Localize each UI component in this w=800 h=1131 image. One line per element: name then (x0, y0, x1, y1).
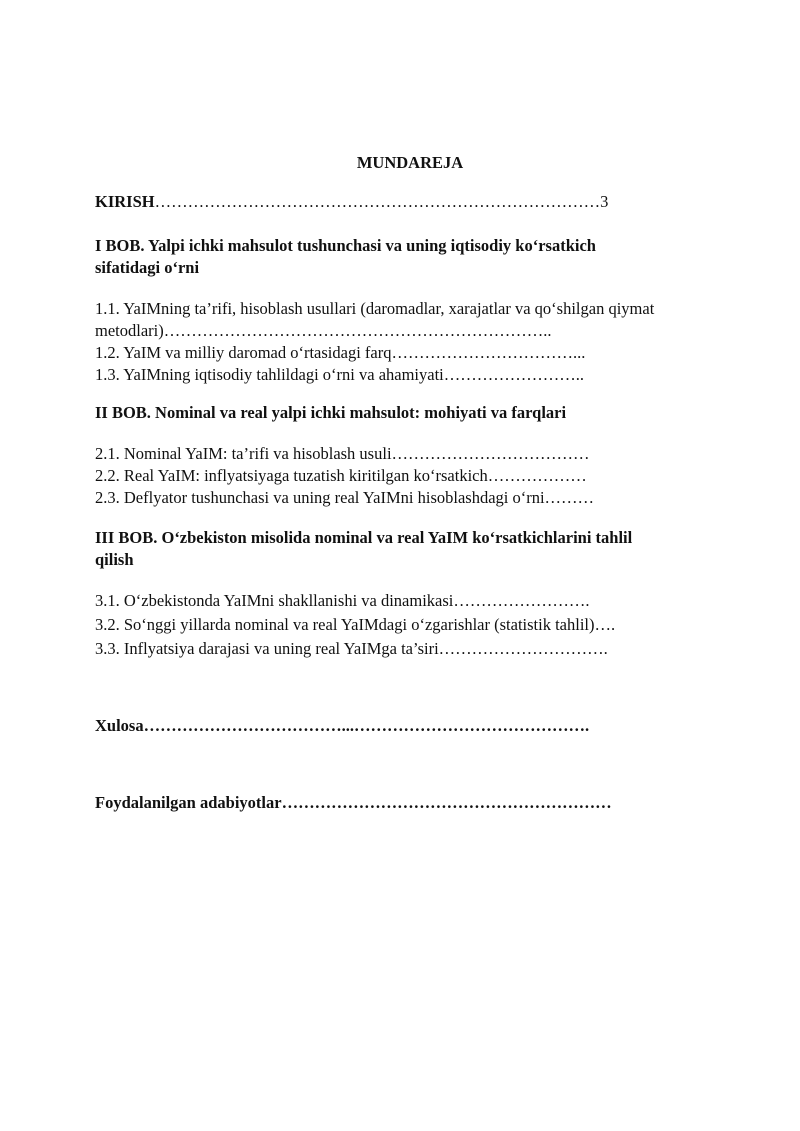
toc-item-1-3: 1.3. YaIMning iqtisodiy tahlildagi o‘rni va ahamiyati…………………….. (95, 365, 585, 384)
toc-item-2-3: 2.3. Deflyator tushunchasi va uning real YaIMni hisoblashdagi o‘rni……… (95, 488, 595, 507)
chapter1-heading-line2: sifatidagi o‘rni (95, 258, 200, 277)
toc-intro-page: 3 (600, 192, 609, 211)
toc-item-3-1: 3.1. O‘zbekistonda YaIMni shakllanishi va dinamikasi……………………. (95, 591, 590, 610)
toc-item-1-1-line1: 1.1. YaIMning ta’rifi, hisoblash usullari (daromadlar, xarajatlar va qo‘shilgan qiymat (95, 299, 655, 318)
chapter1-heading-line1: I BOB. Yalpi ichki mahsulot tushunchasi va uning iqtisodiy ko‘rsatkich (95, 236, 596, 255)
toc-intro (95, 194, 608, 211)
toc-intro-dots: ……………………………………………………………………… (154, 192, 601, 211)
toc-item-2-1: 2.1. Nominal YaIM: ta’rifi va hisoblash usuli……………………………… (95, 444, 590, 463)
chapter2-heading: II BOB. Nominal va real yalpi ichki mahsulot: mohiyati va farqlari (95, 403, 567, 422)
toc-conclusion: Xulosa………………………………...……………………………………. (95, 716, 590, 735)
toc-item-1-2: 1.2. YaIM va milliy daromad o‘rtasidagi farq……………………………... (95, 343, 586, 362)
toc-item-1-1-line2: metodlari)…………………………………………………………….. (95, 321, 552, 340)
toc-item-2-2: 2.2. Real YaIM: inflyatsiyaga tuzatish kiritilgan ko‘rsatkich……………… (95, 466, 587, 485)
toc-item-3-3: 3.3. Inflyatsiya darajasi va uning real YaIMga ta’siri…………………………. (95, 639, 608, 658)
chapter3-heading-line1: III BOB. O‘zbekiston misolida nominal va real YaIM ko‘rsatkichlarini tahlil (95, 528, 633, 547)
toc-item-3-2: 3.2. So‘nggi yillarda nominal va real YaIMdagi o‘zgarishlar (statistik tahlil)…. (95, 615, 616, 634)
document-title: MUNDAREJA (356, 153, 464, 172)
chapter3-heading-line2: qilish (95, 550, 134, 569)
toc-references: Foydalanilgan adabiyotlar…………………………………………………… (95, 793, 612, 812)
toc-intro-label: KIRISH (95, 192, 155, 211)
